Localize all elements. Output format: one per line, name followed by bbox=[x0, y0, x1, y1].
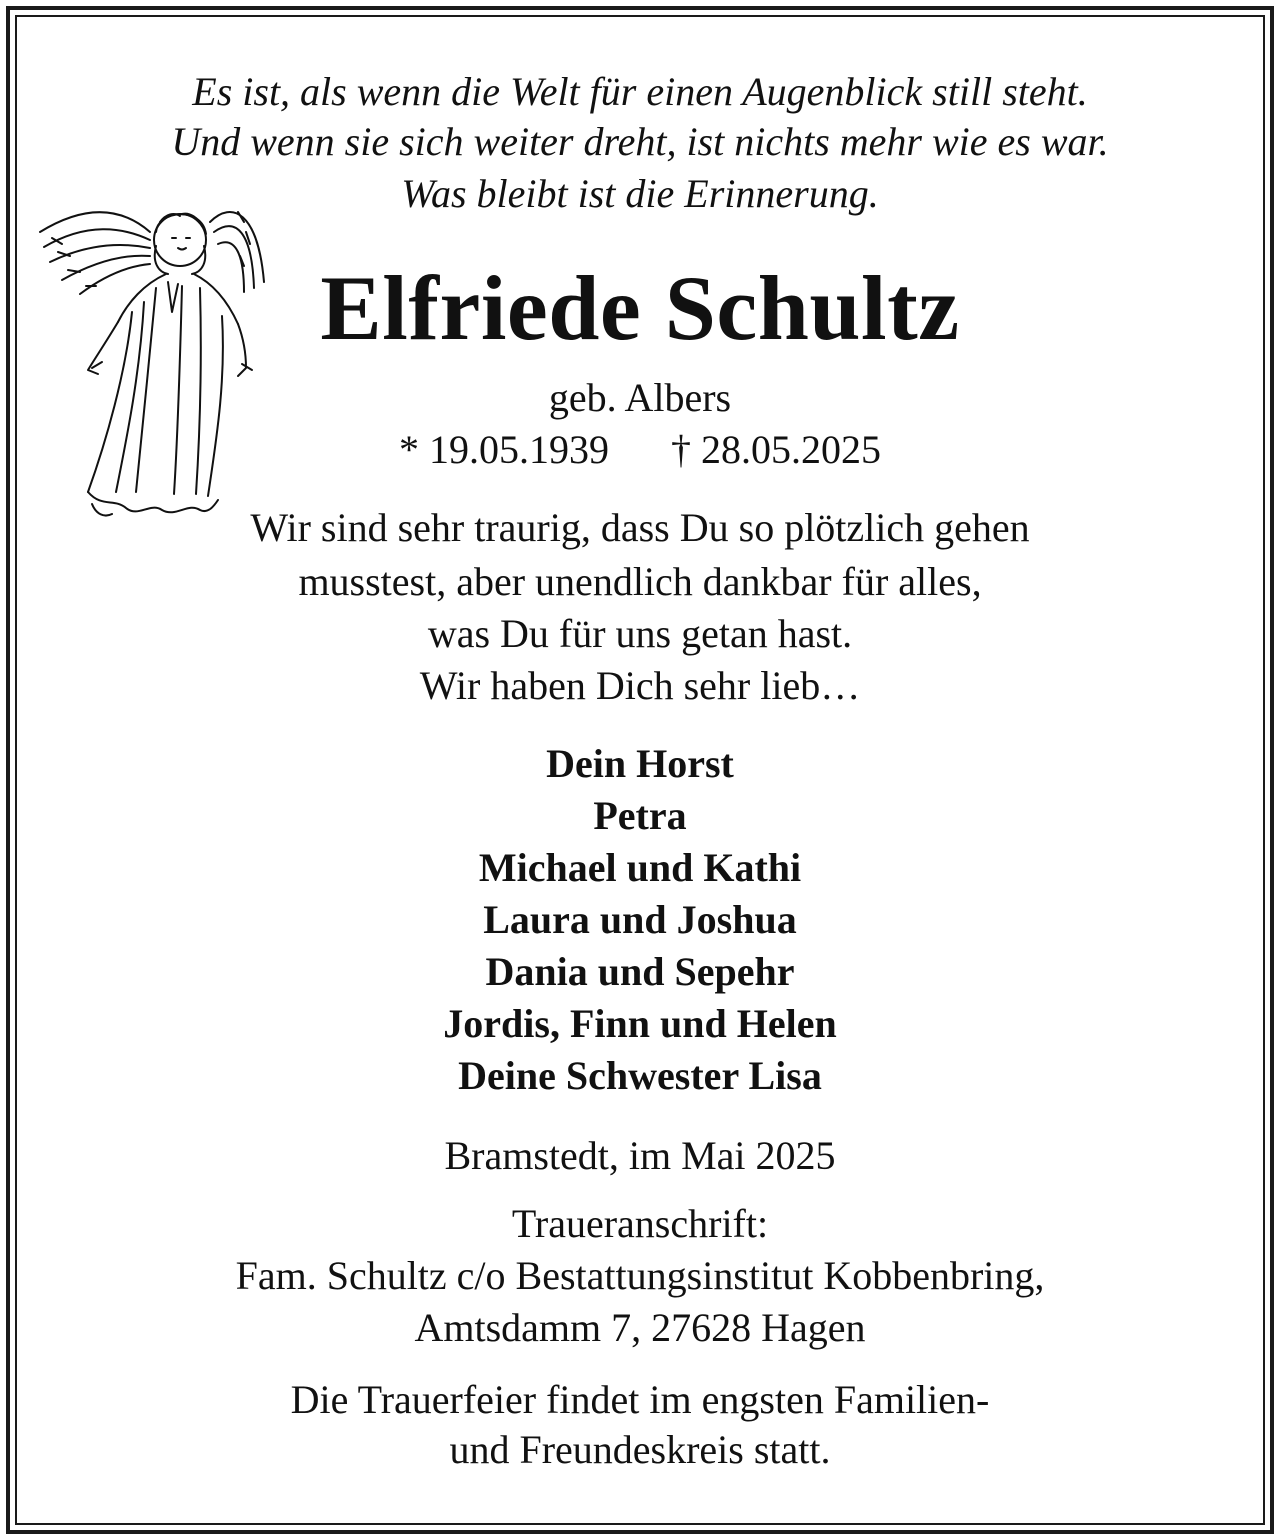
mourner: Laura und Joshua bbox=[483, 897, 797, 942]
message-line-3: was Du für uns getan hast. bbox=[427, 611, 853, 656]
mourner: Jordis, Finn und Helen bbox=[443, 1001, 837, 1046]
motto-line-1: Es ist, als wenn die Welt für einen Augenblick still steht. bbox=[192, 69, 1088, 114]
place-date: Bramstedt, im Mai 2025 bbox=[444, 1133, 836, 1178]
mourner: Dania und Sepehr bbox=[485, 949, 795, 994]
mourner: Michael und Kathi bbox=[478, 845, 802, 890]
message-line-1: Wir sind sehr traurig, dass Du so plötzlich gehen bbox=[250, 505, 1030, 550]
life-dates bbox=[0, 424, 1280, 476]
message-line-4: Wir haben Dich sehr lieb… bbox=[419, 663, 861, 708]
mourner: Deine Schwester Lisa bbox=[458, 1053, 822, 1098]
ceremony-line-2: und Freundeskreis statt. bbox=[449, 1427, 831, 1472]
address-line-1: Fam. Schultz c/o Bestattungsinstitut Kobbenbring, bbox=[235, 1253, 1045, 1298]
ceremony-line-1: Die Trauerfeier findet im engsten Familien- bbox=[290, 1377, 990, 1422]
motto-line-2: Und wenn sie sich weiter dreht, ist nichts mehr wie es war. bbox=[171, 119, 1109, 164]
address-heading: Traueranschrift: bbox=[511, 1201, 769, 1246]
address-line-2: Amtsdamm 7, 27628 Hagen bbox=[414, 1305, 866, 1350]
birth-name: geb. Albers bbox=[548, 375, 732, 420]
mourner: Petra bbox=[593, 793, 687, 838]
motto-line-3: Was bleibt ist die Erinnerung. bbox=[401, 171, 879, 216]
death-date: † 28.05.2025 bbox=[671, 427, 881, 472]
birth-date: * 19.05.1939 bbox=[399, 427, 609, 472]
deceased-name: Elfriede Schultz bbox=[320, 257, 960, 359]
angel-illustration bbox=[32, 192, 272, 532]
message-line-2: musstest, aber unendlich dankbar für alles, bbox=[298, 559, 982, 604]
mourner: Dein Horst bbox=[546, 741, 734, 786]
